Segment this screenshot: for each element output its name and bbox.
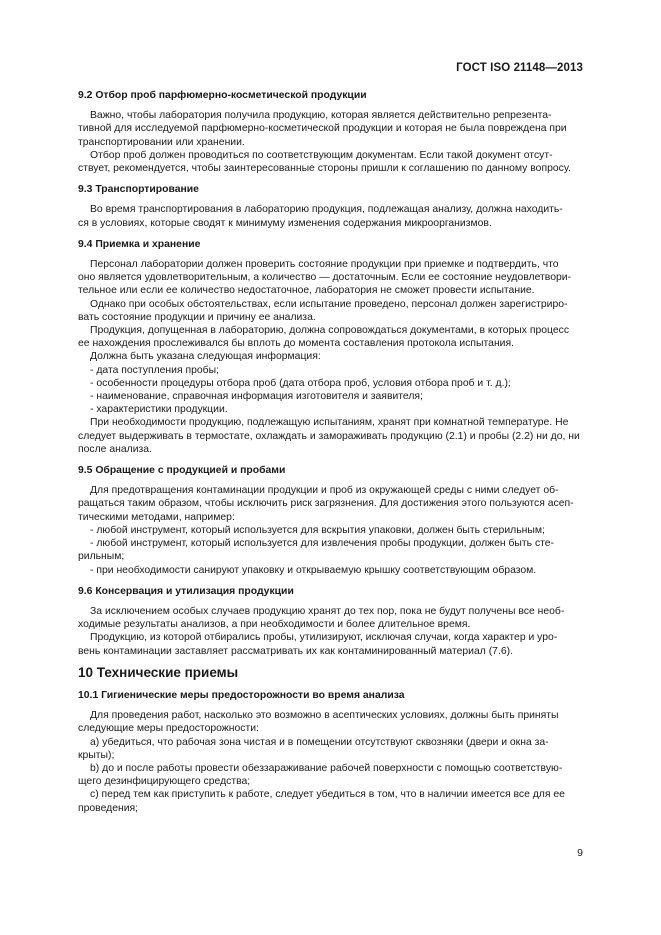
text-line: ее нахождения прослеживался бы вплоть до момента составления протокола испытания. bbox=[78, 338, 514, 350]
text-line: следует выдерживать в термостате, охлаждать и замораживать продукцию (2.1) и пробы (2.2) ни до, ни bbox=[78, 430, 580, 442]
text-line: Персонал лаборатории должен проверить состояние продукции при приемке и подтвердить, что bbox=[90, 259, 559, 271]
section-10-1 bbox=[78, 689, 583, 815]
list-item: b) до и после работы провести обеззараживание рабочей поверхности с помощью соответствую- bbox=[90, 762, 563, 774]
list-item: - особенности процедуры отбора проб (дата отбора проб, условия отбора проб и т. д.); bbox=[90, 377, 511, 389]
page-content bbox=[78, 89, 583, 823]
text-line: При необходимости продукцию, подлежащую испытаниям, хранят при комнатной температуре. Не bbox=[90, 417, 569, 429]
text-line: следующие меры предосторожности: bbox=[78, 723, 259, 735]
list-item: щего дезинфицирующего средства; bbox=[78, 776, 251, 788]
text-line: вень контаминации заставляет рассматривать их как контаминированный материал (7.6). bbox=[78, 645, 513, 657]
section-heading: 9.3 Транспортирование bbox=[78, 184, 199, 196]
section-9-5 bbox=[78, 464, 583, 577]
list-item: - любой инструмент, который используется для вскрытия упаковки, должен быть стерильным; bbox=[90, 524, 545, 536]
text-line: тельное или если ее количество недостаточное, лаборатория не сможет провести испытание. bbox=[78, 285, 535, 297]
section-heading: 9.2 Отбор проб парфюмерно-косметической продукции bbox=[78, 90, 367, 101]
text-line: после анализа. bbox=[78, 443, 152, 455]
text-line: ствует, рекомендуется, чтобы заинтересованные стороны пришли к соглашению по данному вопросу. bbox=[78, 163, 571, 175]
text-line: ращаться таким образом, чтобы исключить риск загрязнения. Для достижения этого пользуются асеп- bbox=[78, 498, 574, 510]
section-9-4 bbox=[78, 238, 583, 456]
list-item: крыты); bbox=[78, 749, 115, 761]
list-item: рильным; bbox=[78, 551, 125, 563]
line: Важно, чтобы лаборатория получила продукцию, которая является действительно репрезента- bbox=[90, 110, 552, 122]
text-line: Для проведения работ, насколько это возможно в асептических условиях, должны быть приняты bbox=[90, 710, 559, 722]
list-item: - при необходимости санируют упаковку и открываемую крышку соответствующим образом. bbox=[90, 564, 537, 576]
text-line: тивной для исследуемой парфюмерно-косметической продукции и которая не была повреждена при bbox=[78, 123, 567, 135]
list-item: проведения; bbox=[78, 802, 139, 814]
list-item: - дата поступления пробы; bbox=[90, 364, 219, 376]
text-line: тическими методами, например: bbox=[78, 511, 235, 523]
list-item: - наименование, справочная информация изготовителя и заявителя; bbox=[90, 391, 423, 403]
text-line: ходимые результаты анализов, а при необходимости и более длительное время. bbox=[78, 619, 471, 631]
text-line: вать состояние продукции и причину ее анализа. bbox=[78, 311, 316, 323]
text-line bbox=[78, 109, 583, 122]
text-line: Для предотвращения контаминации продукции и проб из окружающей среды с ними следует об- bbox=[90, 485, 559, 497]
text-line: Продукцию, из которой отбирались пробы, утилизируют, исключая случаи, когда характер и уро- bbox=[90, 632, 558, 644]
text-line: Продукция, допущенная в лабораторию, должна сопровождаться документами, в которых процесс bbox=[90, 325, 570, 337]
text-line: Должна быть указана следующая информация: bbox=[90, 351, 321, 363]
text-line: Отбор проб должен проводиться по соответствующим документам. Если такой документ отсут- bbox=[90, 149, 553, 161]
section-heading: 10.1 Гигиенические меры предосторожности во время анализа bbox=[78, 689, 405, 701]
section-heading: 9.6 Консервация и утилизация продукции bbox=[78, 585, 294, 597]
list-item: - любой инструмент, который используется для извлечения пробы продукции, должен быть сте- bbox=[90, 538, 555, 550]
text-line: транспортировании или хранении. bbox=[78, 136, 245, 148]
text-line: Во время транспортирования в лабораторию продукция, подлежащая анализу, должна находить- bbox=[90, 204, 563, 216]
page-number: 9 bbox=[577, 847, 583, 859]
section-9-3 bbox=[78, 183, 583, 230]
list-item: c) перед тем как приступить к работе, следует убедиться в том, что в наличии имеется все для ее bbox=[90, 789, 565, 801]
text-line: За исключением особых случаев продукцию хранят до тех пор, пока не будут получены все необ- bbox=[90, 605, 565, 617]
list-item: a) убедиться, что рабочая зона чистая и в помещении отсутствуют сквозняки (двери и окна за- bbox=[90, 736, 549, 748]
section-9-6 bbox=[78, 585, 583, 658]
list-item: - характеристики продукции. bbox=[90, 404, 228, 416]
text-line: ся в условиях, которые сводят к минимуму изменения содержания микроорганизмов. bbox=[78, 217, 492, 229]
section-heading: 9.5 Обращение с продукцией и пробами bbox=[78, 465, 286, 477]
document-code: ГОСТ ISO 21148—2013 bbox=[456, 62, 583, 74]
text-line: Однако при особых обстоятельствах, если испытание проведено, персонал должен зарегистриро- bbox=[90, 298, 568, 310]
section-heading: 9.4 Приемка и хранение bbox=[78, 238, 201, 250]
chapter-heading: 10 Технические приемы bbox=[78, 664, 239, 680]
text-line: оно является удовлетворительным, а количество — достаточным. Если ее состояние неудовлетвори- bbox=[78, 272, 572, 284]
section-9-2 bbox=[78, 89, 583, 175]
